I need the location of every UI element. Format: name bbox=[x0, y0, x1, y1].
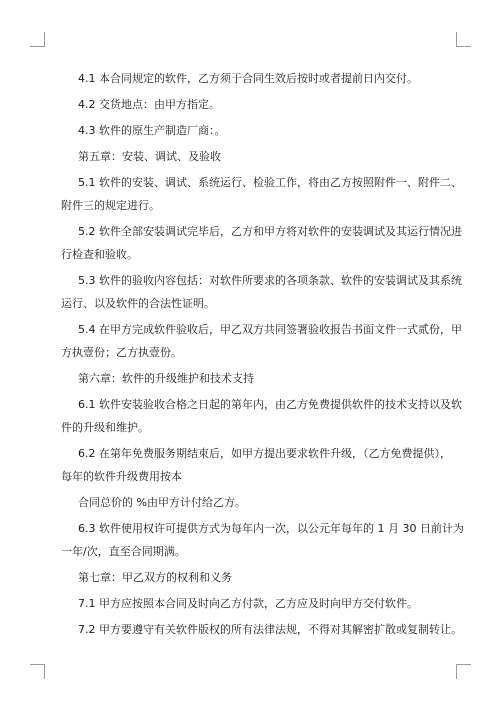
crop-mark-top-right bbox=[456, 32, 471, 47]
clause-5-4-cont: 方执壹份；乙方执壹份。 bbox=[61, 346, 182, 359]
clause-6-2: 6.2 在第年免费服务期结束后，如甲方提出要求软件升级，（乙方免费提供）， bbox=[78, 447, 451, 460]
chapter-5-heading: 第五章：安装、调试、及验收 bbox=[78, 150, 221, 163]
clause-7-1: 7.1 甲方应按照本合同及时向乙方付款，乙方应及时向甲方交付软件。 bbox=[78, 597, 418, 610]
clause-7-2: 7.2 甲方要遵守有关软件版权的所有法律法规，不得对其解密扩散或复制转让。 bbox=[78, 623, 462, 636]
clause-5-1: 5.1 软件的安装、调试、系统运行、检验工作，将由乙方按照附件一、附件二、 bbox=[78, 176, 462, 189]
clause-5-3: 5.3 软件的验收内容包括：对软件所要求的各项条款、软件的安装调试及其系统 bbox=[78, 274, 462, 287]
crop-mark-top-left bbox=[30, 32, 45, 47]
clause-6-2-cont: 每年的软件升级费用按本 bbox=[61, 470, 182, 483]
clause-5-2: 5.2 软件全部安装调试完毕后，乙方和甲方将对软件的安装调试及其运行情况进 bbox=[78, 225, 462, 238]
clause-4-3: 4.3 软件的原生产制造厂商：。 bbox=[78, 124, 226, 137]
clause-5-4: 5.4 在甲方完成软件验收后，甲乙双方共同签署验收报告书面文件一式贰份，甲 bbox=[78, 323, 462, 336]
clause-6-3: 6.3 软件使用权许可提供方式为每年内一次，以公元年每年的 1 月 30 日前计为 bbox=[78, 522, 464, 535]
crop-mark-bottom-left bbox=[30, 664, 45, 679]
crop-mark-bottom-right bbox=[456, 664, 471, 679]
clause-6-3-cont: 一年/次，直至合同期满。 bbox=[61, 545, 186, 558]
clause-6-1-cont: 件的升级和维护。 bbox=[61, 421, 149, 434]
clause-6-1: 6.1 软件安装验收合格之日起的第年内，由乙方免费提供软件的技术支持以及软 bbox=[78, 398, 462, 411]
clause-5-3-cont: 运行、以及软件的合法性证明。 bbox=[61, 297, 215, 310]
clause-5-1-cont: 附件三的规定进行。 bbox=[61, 199, 160, 212]
clause-5-2-cont: 行检查和验收。 bbox=[61, 248, 138, 261]
clause-4-2: 4.2 交货地点：由甲方指定。 bbox=[78, 98, 220, 111]
clause-4-1: 4.1 本合同规定的软件，乙方须于合同生效后按时或者提前日内交付。 bbox=[78, 72, 418, 85]
chapter-6-heading: 第六章：软件的升级维护和技术支持 bbox=[78, 372, 254, 385]
clause-6-2-fee: 合同总价的 %由甲方计付给乙方。 bbox=[78, 496, 246, 509]
chapter-7-heading: 第七章：甲乙双方的权利和义务 bbox=[78, 571, 232, 584]
